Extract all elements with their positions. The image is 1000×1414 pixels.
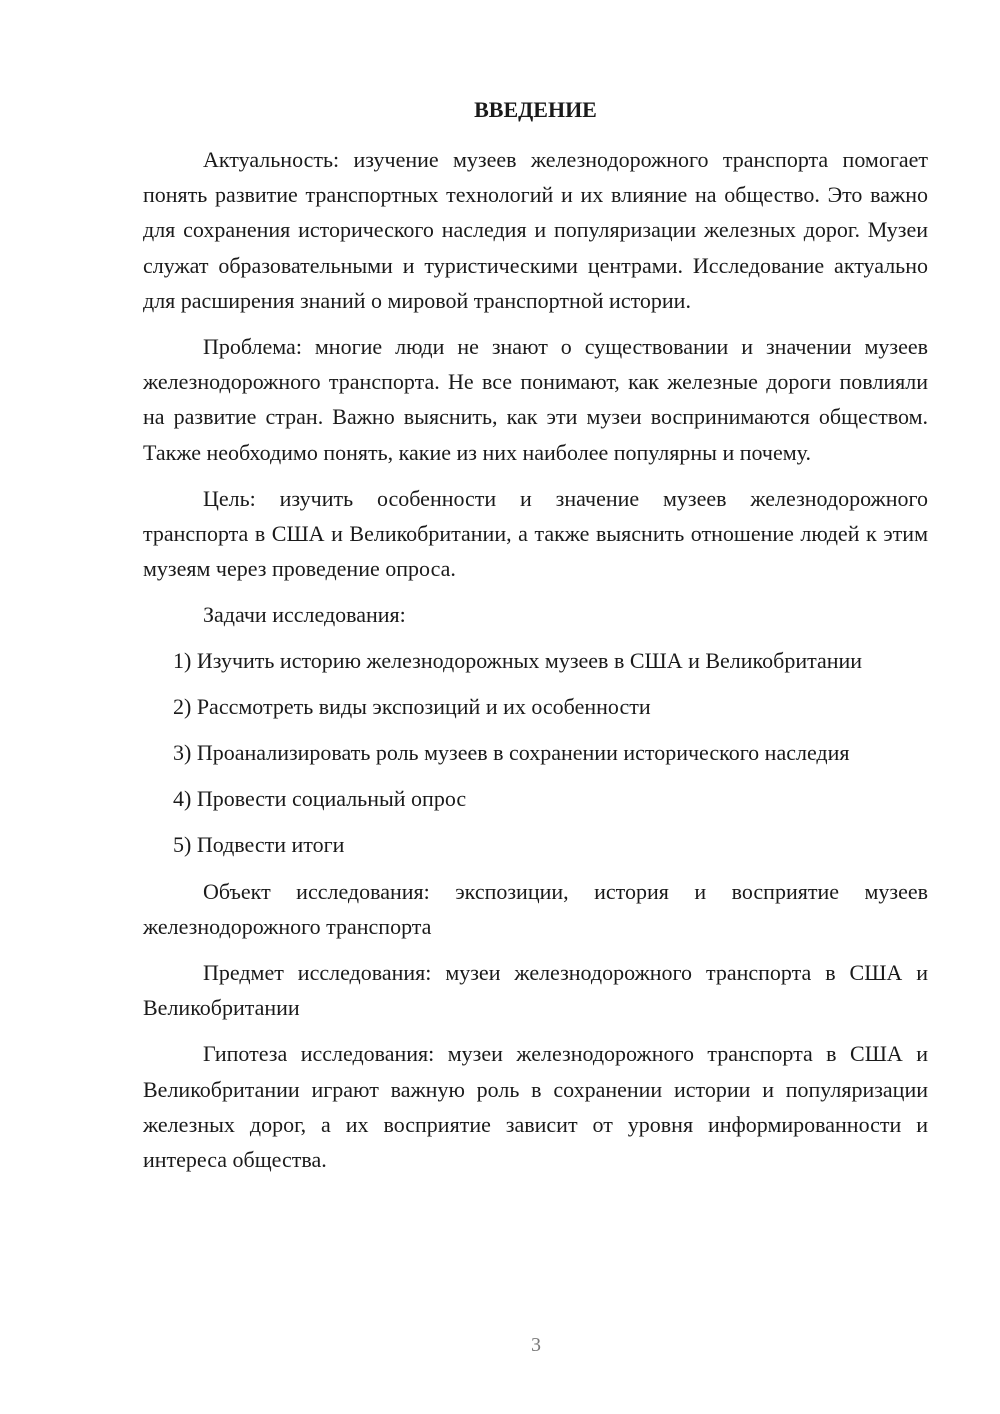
task-item-4: 4) Провести социальный опрос [173,786,467,812]
subject-paragraph: Предмет исследования: музеи железнодорожного транспорта в США и Великобритании [143,960,928,1021]
task-item-2: 2) Рассмотреть виды экспозиций и их особенности [173,693,651,719]
hypothesis-paragraph: Гипотеза исследования: музеи железнодорожного транспорта в США и Великобритании играют важную роль в сохранении истории и популяризации железных дорог, а их восприятие зависит от уровня информированности и интереса общества. [143,1041,928,1173]
section-title: ВВЕДЕНИЕ [474,97,597,122]
goal-paragraph: Цель: изучить особенности и значение музеев железнодорожного транспорта в США и Великобритании, а также выяснить отношение людей к этим музеям через проведение опроса. [143,485,928,582]
page-number: 3 [531,1334,541,1356]
object-paragraph: Объект исследования: экспозиции, история и восприятие музеев железнодорожного транспорта [143,878,928,939]
task-item-3: 3) Проанализировать роль музеев в сохранении исторического наследия [173,740,850,766]
task-item-5: 5) Подвести итоги [173,832,345,858]
page-content [143,92,928,1188]
problem-paragraph: Проблема: многие люди не знают о существовании и значении музеев железнодорожного транспорта. Не все понимают, как железные дороги повлияли на развитие стран. Важно выяснить, как эти музеи воспринимаются обществом. Также необходимо понять, какие из них наиболее популярны и почему. [143,334,928,465]
relevance-paragraph: Актуальность: изучение музеев железнодорожного транспорта помогает понять развитие транспортных технологий и их влияние на общество. Это важно для сохранения исторического наследия и популяризации железных дорог. Музеи служат образовательными и туристическими центрами. Исследование актуально для расширения знаний о мировой транспортной истории. [143,147,928,313]
task-item-1: 1) Изучить историю железнодорожных музеев в США и Великобритании [173,647,863,673]
tasks-heading: Задачи исследования: [203,602,406,628]
